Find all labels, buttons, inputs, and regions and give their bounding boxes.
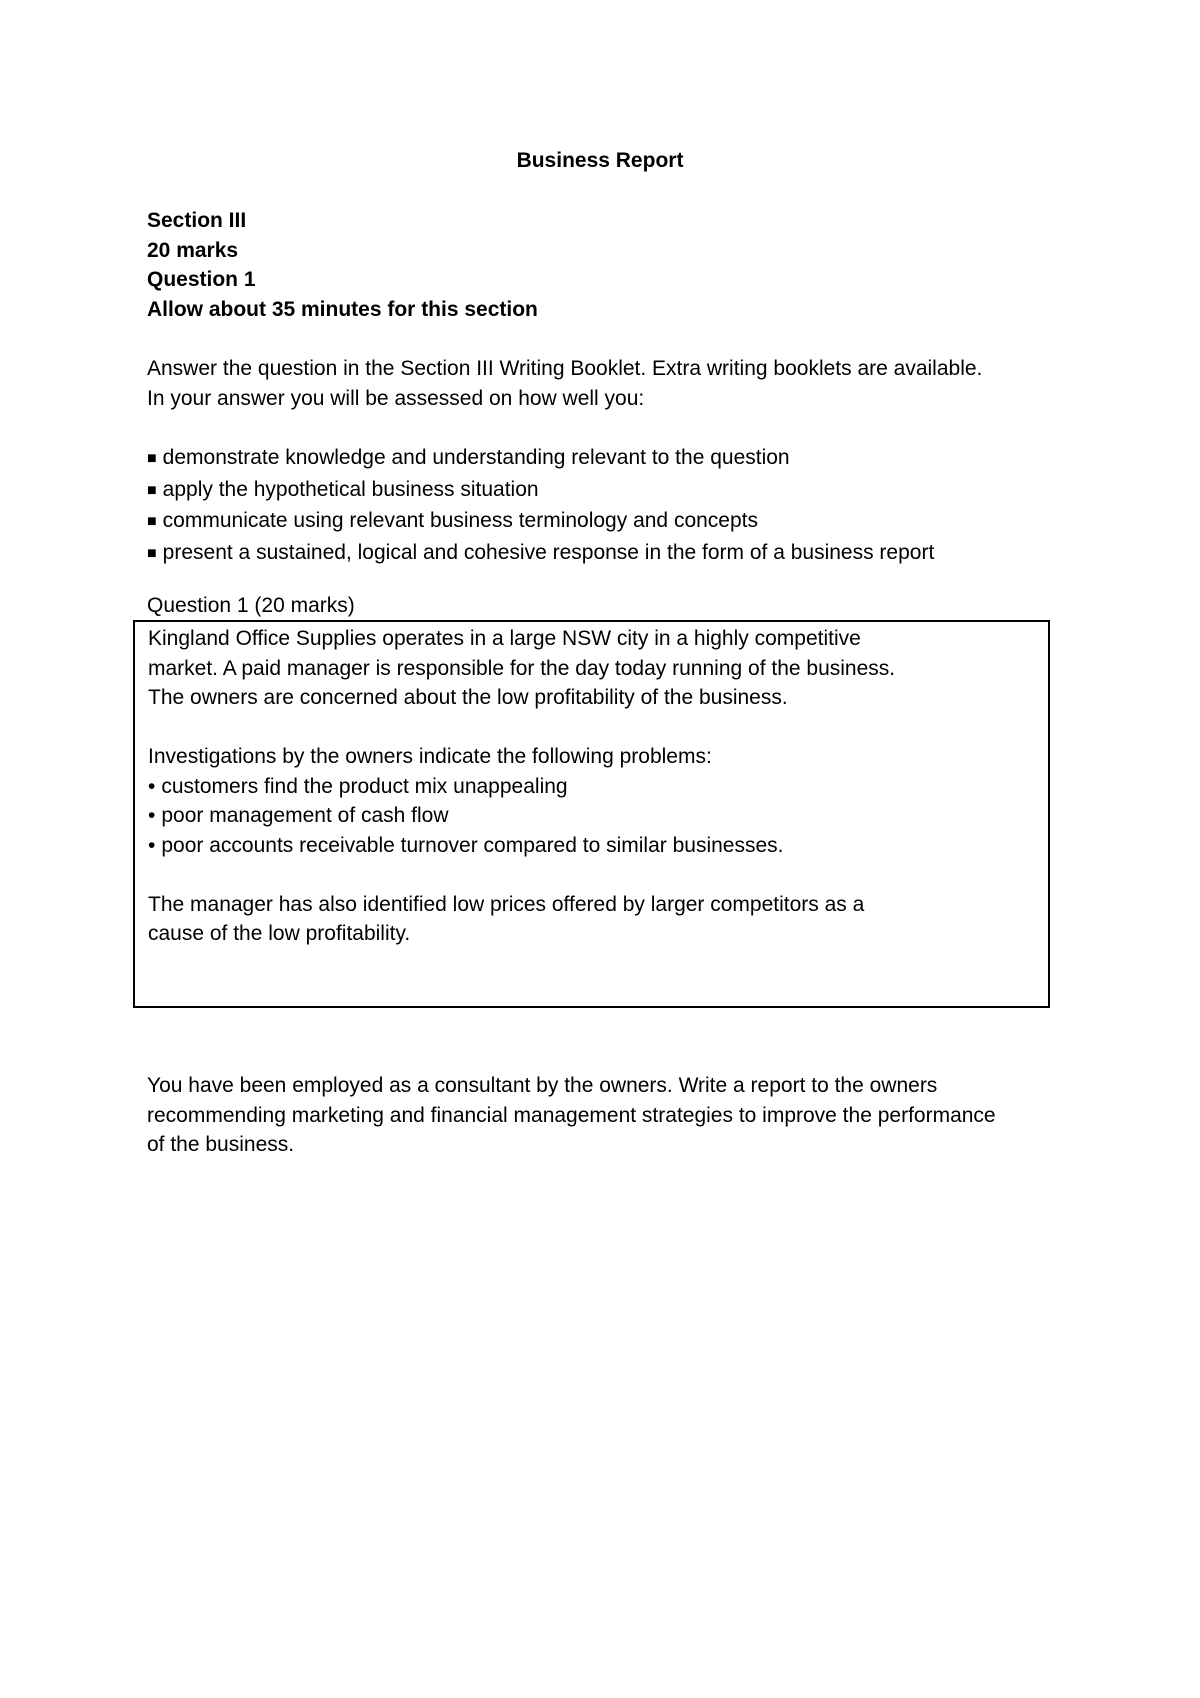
paragraph-gap <box>148 860 1048 890</box>
problem-item <box>148 801 1048 831</box>
time-allowance: Allow about 35 minutes for this section <box>147 297 538 321</box>
section-label: Section III <box>147 209 247 232</box>
criteria-item <box>147 506 1067 538</box>
criteria-text: apply the hypothetical business situation <box>162 477 539 501</box>
criteria-text: demonstrate knowledge and understanding relevant to the question <box>162 446 790 469</box>
question-number: Question 1 <box>147 268 256 291</box>
instructions <box>147 354 1067 413</box>
task-line: of the business. <box>147 1133 295 1156</box>
task-line: recommending marketing and financial management strategies to improve the performance <box>147 1103 996 1127</box>
square-bullet-icon: ■ <box>147 513 157 530</box>
investigations-intro: Investigations by the owners indicate the following problems: <box>148 745 712 768</box>
problem-text: poor accounts receivable turnover compared to similar businesses. <box>161 833 784 857</box>
criteria-item <box>147 475 1067 507</box>
instruction-line: In your answer you will be assessed on how well you: <box>147 386 645 410</box>
dot-bullet-icon: • <box>148 774 156 798</box>
problem-text: customers find the product mix unappealing <box>161 774 568 798</box>
section-header <box>147 206 1067 324</box>
instruction-line: Answer the question in the Section III Writing Booklet. Extra writing booklets are available. <box>147 357 983 380</box>
scenario-line: market. A paid manager is responsible for the day today running of the business. <box>148 656 896 680</box>
scenario-line: The owners are concerned about the low profitability of the business. <box>148 686 788 709</box>
assessment-criteria-list <box>147 443 1067 569</box>
scenario-line: Kingland Office Supplies operates in a large NSW city in a highly competitive <box>148 627 861 650</box>
criteria-text: communicate using relevant business terminology and concepts <box>162 509 758 532</box>
problem-text: poor management of cash flow <box>161 804 449 827</box>
square-bullet-icon: ■ <box>147 450 157 467</box>
criteria-text: present a sustained, logical and cohesive response in the form of a business report <box>162 540 935 564</box>
question-label: Question 1 (20 marks) <box>147 594 355 617</box>
manager-note-line: cause of the low profitability. <box>148 922 411 945</box>
dot-bullet-icon: • <box>148 804 156 827</box>
criteria-item <box>147 538 1067 570</box>
problem-item <box>148 772 1048 802</box>
problem-item <box>148 831 1048 861</box>
dot-bullet-icon: • <box>148 833 156 857</box>
marks-label: 20 marks <box>147 238 239 262</box>
square-bullet-icon: ■ <box>147 544 157 562</box>
criteria-item <box>147 443 1067 475</box>
task-line: You have been employed as a consultant by the owners. Write a report to the owners <box>147 1074 938 1097</box>
square-bullet-icon: ■ <box>147 481 157 499</box>
scenario-box <box>133 620 1050 1008</box>
paragraph-gap <box>148 713 1048 743</box>
task-instructions <box>147 1071 1067 1160</box>
document-title: Business Report <box>516 149 684 172</box>
manager-note-line: The manager has also identified low prices offered by larger competitors as a <box>148 892 865 916</box>
